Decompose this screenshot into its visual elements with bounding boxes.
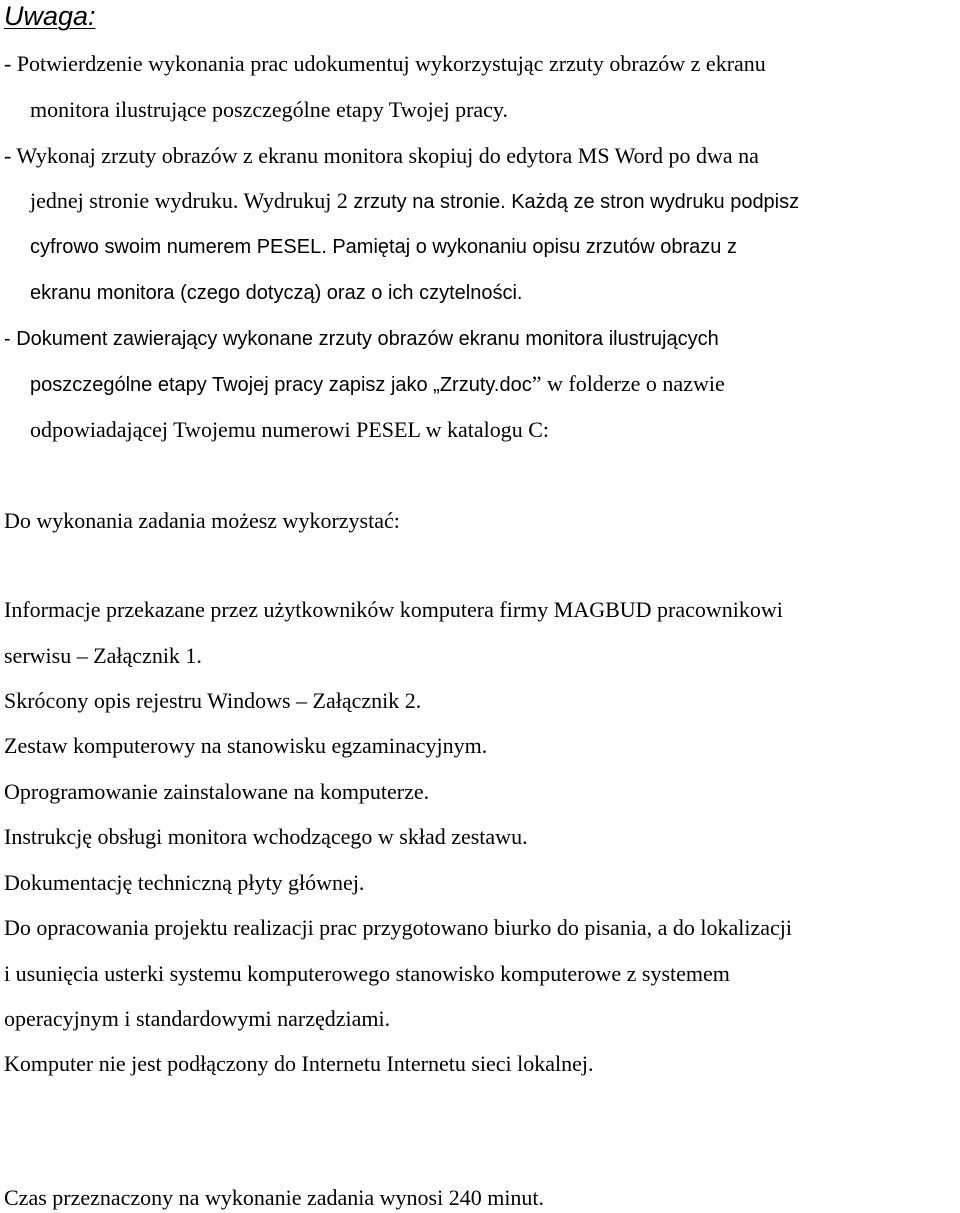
resource-6: Dokumentację techniczną płyty głównej.: [4, 870, 365, 895]
resources-intro: Do wykonania zadania możesz wykorzystać:: [4, 508, 400, 533]
workspace-line-1: Do opracowania projektu realizacji prac przygotowano biurko do pisania, a do lokalizacji: [4, 915, 793, 940]
workspace-line-2: i usunięcia usterki systemu komputerowego stanowisko komputerowe z systemem: [4, 961, 730, 986]
note-3-line-2: [30, 370, 725, 399]
warning-heading: Uwaga:: [4, 1, 96, 31]
note-2-line-3: [30, 233, 737, 261]
resource-4: Oprogramowanie zainstalowane na komputerze.: [4, 779, 430, 804]
note-2-line-3-a: cyfrowo swoim numerem PESEL.: [30, 236, 327, 258]
note-2-line-3-b: Pamiętaj o wykonaniu opisu zrzutów obrazu z: [326, 236, 737, 258]
time-note: Czas przeznaczony na wykonanie zadania wynosi 240 minut.: [4, 1185, 545, 1210]
note-2-line-2-sans-b: Każdą ze stron wydruku podpisz: [505, 191, 800, 213]
note-3-line-2-sans: poszczególne etapy Twojej pracy zapisz jako „Zrzuty.doc: [30, 374, 532, 396]
workspace-line-4: Komputer nie jest podłączony do Internetu Internetu sieci lokalnej.: [4, 1051, 594, 1076]
note-1-line-2: monitora ilustrujące poszczególne etapy Twojej pracy.: [30, 97, 509, 122]
note-2-line-2-serif: jednej stronie wydruku. Wydrukuj 2: [30, 188, 354, 213]
note-3-line-3: odpowiadającej Twojemu numerowi PESEL w katalogu C:: [30, 417, 550, 442]
workspace-line-3: operacyjnym i standardowymi narzędziami.: [4, 1006, 391, 1031]
note-3-line-2-serif: ” w folderze o nazwie: [531, 371, 725, 396]
resource-1-line-1: Informacje przekazane przez użytkowników komputera firmy MAGBUD pracownikowi: [4, 597, 783, 622]
resource-3: Zestaw komputerowy na stanowisku egzaminacyjnym.: [4, 733, 488, 758]
resource-2: Skrócony opis rejestru Windows – Załącznik 2.: [4, 688, 422, 713]
note-2-line-1: - Wykonaj zrzuty obrazów z ekranu monitora skopiuj do edytora MS Word po dwa na: [4, 143, 759, 168]
note-2-line-4: ekranu monitora (czego dotyczą) oraz o ich czytelności.: [30, 282, 523, 304]
note-1-line-1: - Potwierdzenie wykonania prac udokumentuj wykorzystując zrzuty obrazów z ekranu: [4, 51, 766, 76]
note-3-line-1: - Dokument zawierający wykonane zrzuty obrazów ekranu monitora ilustrujących: [4, 328, 719, 350]
resource-5: Instrukcję obsługi monitora wchodzącego w skład zestawu.: [4, 824, 528, 849]
note-2-line-2: [30, 187, 799, 216]
resource-1-line-2: serwisu – Załącznik 1.: [4, 643, 202, 668]
note-2-line-2-sans-a: zrzuty na stronie.: [353, 191, 506, 213]
